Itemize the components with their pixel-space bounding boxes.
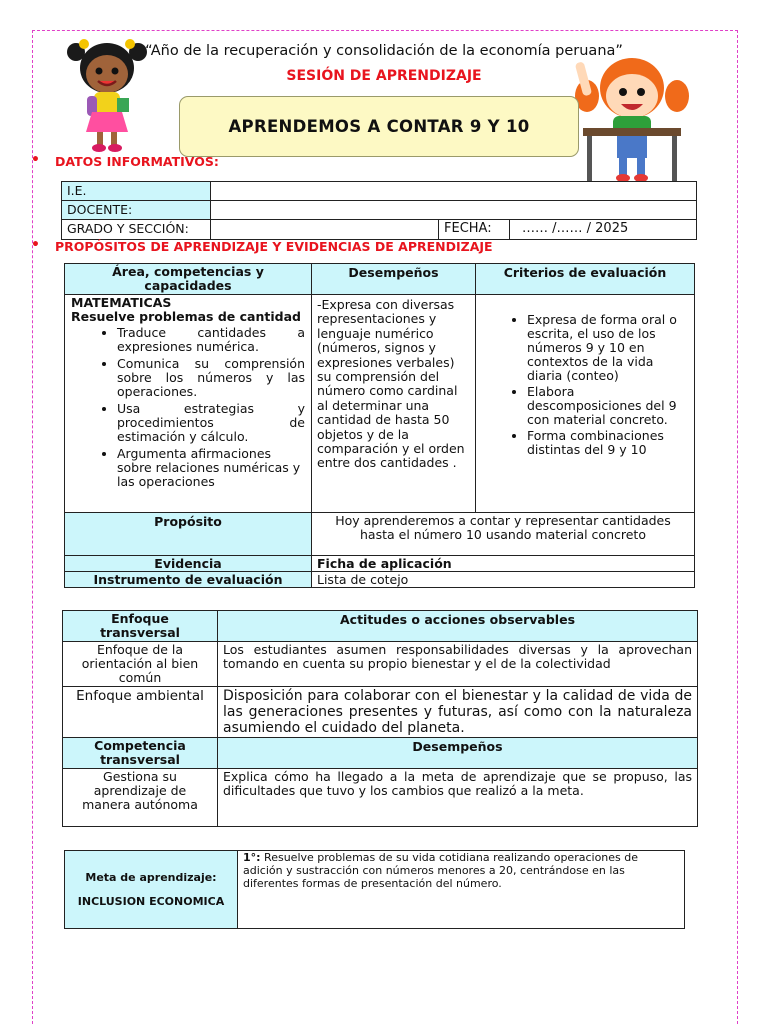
- capacidad-item: • Traduce cantidades a expresiones numérica.: [117, 326, 305, 354]
- meta-grade: 1°:: [243, 851, 261, 864]
- docente-label: DOCENTE:: [62, 201, 211, 220]
- col-desempenos-transversal-header: Desempeños: [218, 738, 698, 769]
- instrumento-value: Lista de cotejo: [312, 572, 695, 588]
- criterios-cell: [476, 295, 695, 513]
- instrumento-label: Instrumento de evaluación: [65, 572, 312, 588]
- ie-value: [211, 182, 697, 201]
- datos-heading-text: DATOS INFORMATIVOS:: [55, 154, 219, 169]
- competencia-transversal-text: Explica cómo ha llegado a la meta de aprendizaje que se propuso, las dificultades que tuvo y los cambios que realizó a la meta.: [218, 769, 698, 827]
- capacidad-item: • Argumenta afirmaciones sobre relaciones numéricas y las operaciones: [117, 447, 305, 489]
- criterio-item: • Elabora descomposiciones del 9 con material concreto.: [527, 385, 689, 427]
- bullet-icon: •: [31, 152, 40, 168]
- grado-label: GRADO Y SECCIÓN:: [62, 220, 211, 240]
- session-title: SESIÓN DE APRENDIZAJE: [286, 68, 482, 84]
- capacidad-item: • Usa estrategias y procedimientos de estimación y cálculo.: [117, 402, 305, 444]
- docente-value: [211, 201, 697, 220]
- criterio-item: • Forma combinaciones distintas del 9 y 10: [527, 429, 689, 457]
- proposito-label: Propósito: [65, 513, 312, 556]
- fecha-value: …… /…… / 2025: [510, 220, 697, 240]
- area-title: MATEMATICAS: [71, 295, 172, 310]
- year-slogan: “Año de la recuperación y consolidación de la economía peruana”: [145, 43, 623, 59]
- datos-heading: [31, 152, 219, 169]
- bullet-icon: •: [31, 237, 40, 253]
- propositos-table: [64, 263, 695, 588]
- enfoque-name: Enfoque ambiental: [63, 687, 218, 738]
- area-cell: [65, 295, 312, 513]
- propositos-heading: [31, 237, 493, 254]
- enfoque-name: Enfoque de la orientación al bien común: [63, 642, 218, 687]
- enfoques-table: [62, 610, 698, 827]
- meta-text-cell: [238, 851, 685, 929]
- desempeno-cell: [312, 295, 476, 513]
- col-actitudes-header: Actitudes o acciones observables: [218, 611, 698, 642]
- propositos-heading-text: PROPÓSITOS DE APRENDIZAJE Y EVIDENCIAS DE APRENDIZAJE: [55, 239, 493, 254]
- criterio-item: • Expresa de forma oral o escrita, el uso de los números 9 y 10 en contextos de la vida diaria (conteo): [527, 313, 689, 383]
- col-criterios-header: Criterios de evaluación: [476, 264, 695, 295]
- enfoque-text: Los estudiantes asumen responsabilidades diversas y la aprovechan tomando en cuenta su propio bienestar y el de la colectividad: [218, 642, 698, 687]
- datos-table: [61, 181, 697, 240]
- col-enfoque-header: Enfoque transversal: [63, 611, 218, 642]
- lesson-title: APRENDEMOS A CONTAR 9 Y 10: [228, 117, 530, 136]
- meta-label: Meta de aprendizaje:: [85, 871, 217, 884]
- col-area-header: Área, competencias y capacidades: [65, 264, 312, 295]
- meta-sublabel: INCLUSION ECONOMICA: [77, 895, 225, 908]
- grado-value: [211, 220, 439, 240]
- desempeno-text: -Expresa con diversas representaciones y lenguaje numérico (números, signos y expresiones verbales) su comprensión del número como cardinal al determinar una cantidad de hasta 50 objetos y de la comparación y el orden entre dos cantidades .: [317, 297, 465, 471]
- fecha-label: FECHA:: [439, 220, 510, 240]
- col-competencia-header: Competencia transversal: [63, 738, 218, 769]
- ie-label: I.E.: [62, 182, 211, 201]
- lesson-title-box: [179, 96, 579, 157]
- evidencia-value: Ficha de aplicación: [312, 556, 695, 572]
- meta-label-cell: [65, 851, 238, 929]
- competencia-transversal-name: Gestiona su aprendizaje de manera autónoma: [63, 769, 218, 827]
- enfoque-text: Disposición para colaborar con el bienestar y la calidad de vida de las generaciones presentes y futuras, así como con la naturaleza asumiendo el cuidado del planeta.: [218, 687, 698, 738]
- meta-table: [64, 850, 685, 929]
- capacidad-item: • Comunica su comprensión sobre los números y las operaciones.: [117, 357, 305, 399]
- proposito-value: Hoy aprenderemos a contar y representar cantidades hasta el número 10 usando material concreto: [312, 513, 695, 556]
- col-desempenos-header: Desempeños: [312, 264, 476, 295]
- meta-text: Resuelve problemas de su vida cotidiana realizando operaciones de adición y sustracción con números menores a 20, centrándose en las diferentes formas de presentación del número.: [243, 851, 639, 890]
- competencia-name: Resuelve problemas de cantidad: [71, 309, 301, 324]
- evidencia-label: Evidencia: [65, 556, 312, 572]
